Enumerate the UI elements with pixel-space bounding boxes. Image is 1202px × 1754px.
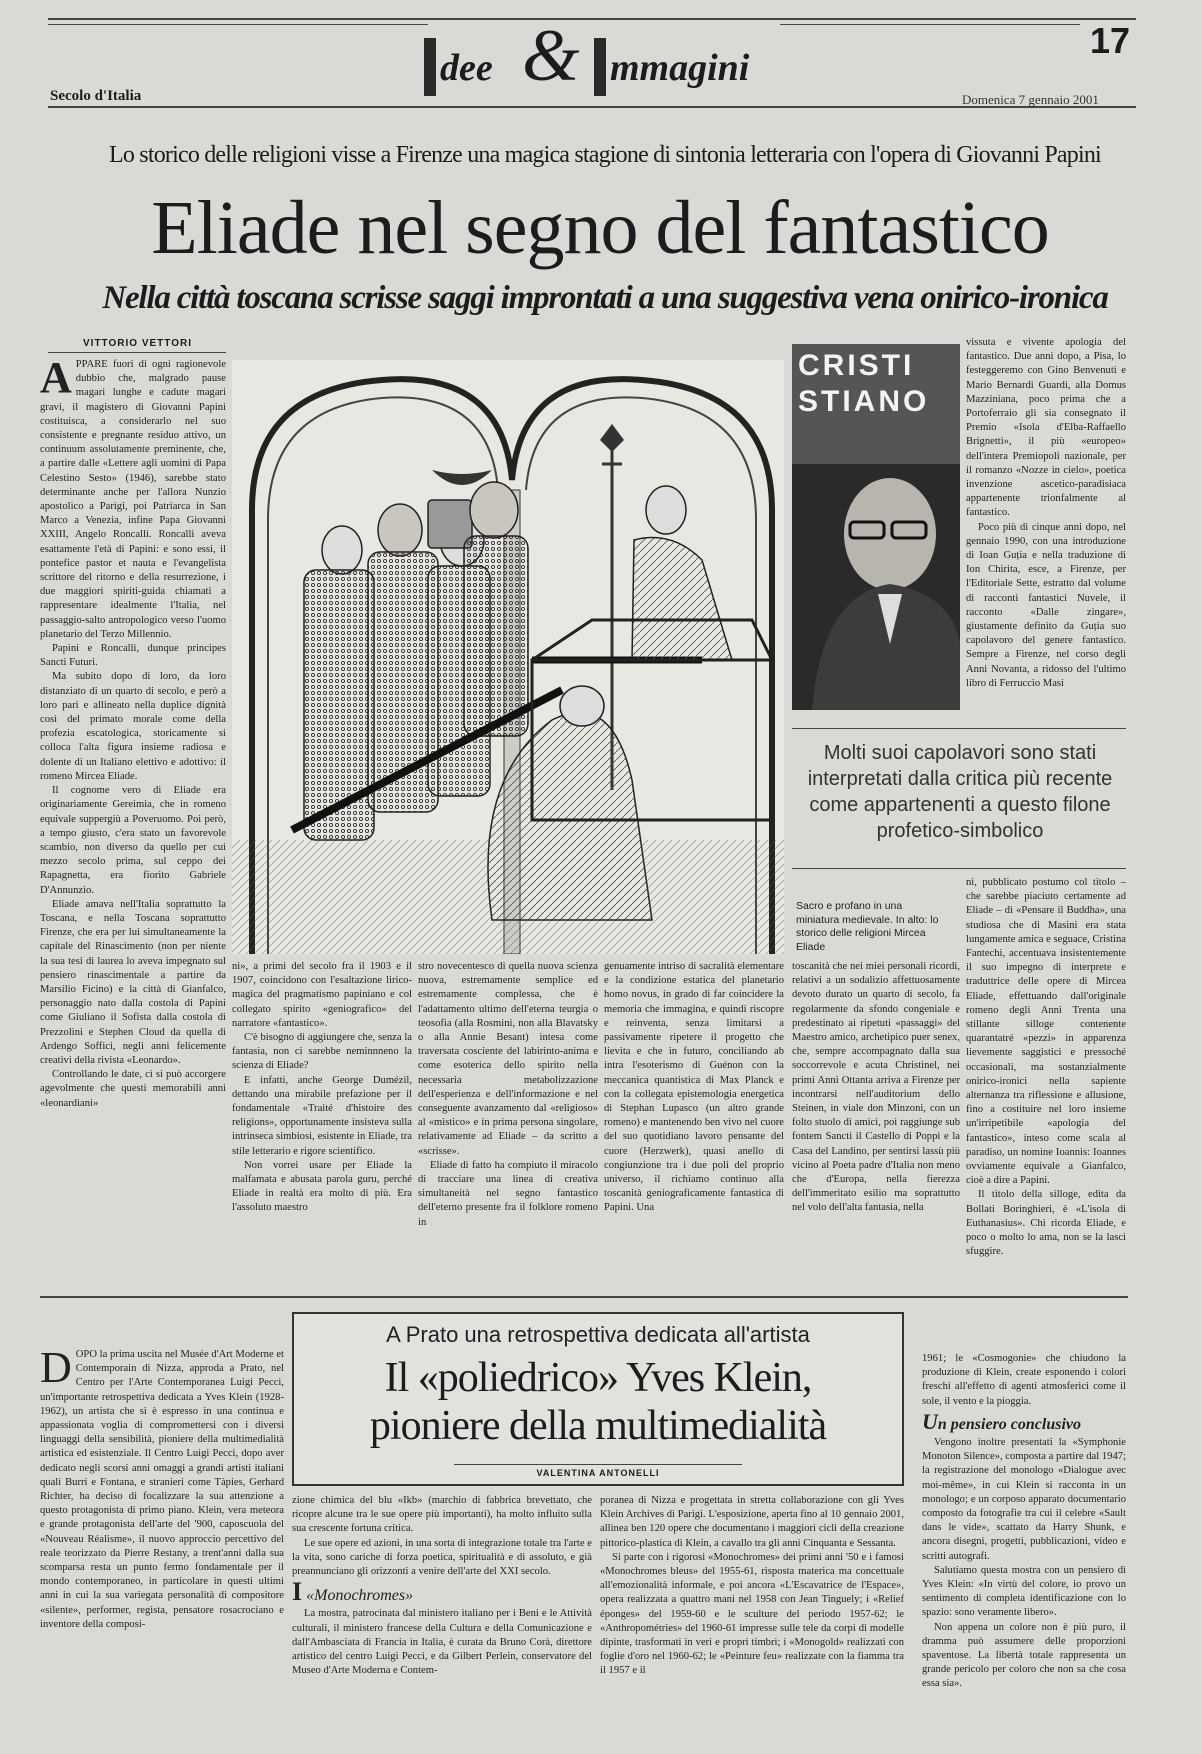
article-col-1 (40, 358, 226, 1230)
article-paragraph: La mostra, patrocinata dal ministero italiano per i Beni e le Attività culturali, il ministero francese della Cultura e della Comunicazione e dall'Ambasciata di Francia in Italia, è curata da Bruno Corà, direttore artistico del centro Luigi Pecci, e da Gilbert Perlein, conservatore del Museo d'Arte Moderna e Contem- (292, 1608, 592, 1677)
pullquote-rule-bottom (792, 868, 1126, 869)
section-title-part2: mmagini (610, 47, 750, 89)
article-paragraph: zione chimica del blu «Ikb» (marchio di fabbrica brevettato, che ricopre alcune tra le sue opere più importanti), ha molto influito sulla sua crescente fortuna critica. (292, 1495, 592, 1535)
article-paragraph: Non appena un colore non è più puro, il dramma può assumere delle proporzioni spaventose. La libertà totale rappresenta un grande pericolo per coloro che non sa che cosa essa sia». (922, 1621, 1126, 1690)
article-paragraph: Ma subito dopo di loro, da loro distanziato di un quarto di secolo, e però a loro pari e allineato nella duplice dignità così del primato morale come della profezia escatologica, storicamente si colloca l'alta figura insieme radiosa e dolente di un Italiano elettivo e adottivo: il romeno Mircea Eliade. (40, 671, 226, 782)
article-paragraph: E infatti, anche George Dumézil, dettando una mirabile prefazione per il fondamentale «Traité d'histoire des religions», opportunamente insisteva sulla intrinseca simbiosi, esistente in Eliade, tra stile letterario e rigore scientifico. (232, 1074, 412, 1157)
article-paragraph: OPO la prima uscita nel Musée d'Art Moderne et Contemporain di Nizza, approda a Prato, nel Centro per l'Arte Contemporanea Luigi Pecci, un'importante retrospettiva dedicata a Yves Klein (1928-1962), un artista che si è espresso in una continua e appassionata voglia di compromettersi con i diversi linguaggi della sensibilità, pioniere della multimedialità artistica ed esistenziale. Il Centro Luigi Pecci, dopo aver dedicato negli scorsi anni omaggi a grandi artisti italiani quali Burri e Fontana, e stranieri come Tàpies, Gerhard Richter, ha deciso di focalizzare la sua attenzione a questo protagonista di primo piano. Klein, vera meteora e grande protagonista dell'arte del '900, caposcuola del «Nouveau Réalisme», il nuovo approccio percettivo del reale teorizzato da Pierre Restany, a trent'anni dalla sua scomparsa resta un punto fermo fondamentale per il mondo contemporaneo, in particolare in questi ultimi anni in cui la sua variegata personalità di compositore «silente», performer, regista, pensatore rosacrociano e inventore della composi- (40, 1349, 284, 1630)
article-col-6-bottom (966, 876, 1126, 1288)
article-paragraph: Papini e Roncalli, dunque principes Sancti Futuri. (40, 643, 226, 669)
article2-divider (40, 1296, 1128, 1298)
article2-header-box (292, 1312, 904, 1486)
article2-col-2 (292, 1494, 592, 1750)
article2-subhead-conclusivo (922, 1408, 1126, 1434)
subhead-initial: I (292, 1577, 303, 1607)
article-paragraph: 1961; le «Cosmogonie» che chiudono la produzione di Klein, create esponendo i colori freschi all'effetto di agenti atmosferici come il sole, il vento e la pioggia. (922, 1353, 1126, 1407)
article-paragraph: poranea di Nizza e progettata in stretta collaborazione con gli Yves Klein Archives di Parigi. L'esposizione, aperta fino al 10 gennaio 2001, allinea ben 120 opere che documentano i maggiori cicli della creazione pittorico-plastica di Klein, a cavallo tra gli anni Cinquanta e Sessanta. (600, 1495, 904, 1549)
subhead-text: n pensiero conclusivo (937, 1415, 1082, 1433)
article-paragraph: Poco più di cinque anni dopo, nel gennaio 1990, con una introduzione di Ioan Guția e nella traduzione di Ion Chirita, esce, a Firenze, per l'Editoriale Sette, estratto dal volume di racconti fantastici Nuvele, il racconto «Dalle zingare», giustamente definito da Guția suo capolavoro del genere fantastico. Sempre a Firenze, nel corso degli Anni Novanta, a ridosso del l'ultimo libro di Ferruccio Masi (966, 521, 1126, 689)
article-paragraph: toscanità che nei miei personali ricordi, relativi a un sodalizio affettuosamente devoto durato un quarto di secolo, fa regolarmente da sfondo congeniale e predestinato ai ripetuti «passaggi» del Maestro amico, archetipico puer senex, che, sempre accompagnato dalla sua soccorrevole e acuta Christinel, nei primi Anni Ottanta arriva a Firenze per incontrarsi nell'auditorium dello Steinen, in viale don Minzoni, con un folto stuolo di amici, poi raggiunge sub fontem Sancti il Castello di Poppi e la Casa del Landino, per sentirsi lassù più vicino al Poeta padre d'Italia non meno che d'Europa, nella fierezza dell'immeritato esilio ma soprattutto nel volo dell'alta fantasia, nella (792, 961, 960, 1214)
article-paragraph: PPARE fuori di ogni ragionevole dubbio che, malgrado pause magari lunghe e cadute magari gravi, il magistero di Giovanni Papini costituisca, a considerarlo nel suo consistente e pregnante residuo attivo, un continuum assolutamente preminente, che, a partire dalle «Lettere agli uomini di Papa Celestino Sesto» (1946), sarebbe stato determinante anche per l'allora Nunzio apostolico a Parigi, poi Patriarca in San Marco a Venezia, infine Papa Giovanni XXIII, Angelo Roncalli. Roncalli aveva esattamente l'età di Papini: e sono essi, il pontefice pastor et nauta e l'evangelista scrittore del ritorno e della resurrezione, i due maggiori spiriti-guida chiamati a rappresentare idealmente l'Italia, nel passaggio-salto antropologico verso l'uomo planetario del Terzo Millennio. (40, 359, 226, 640)
article2-headline-line2: pioniere della multimedialità (369, 1403, 827, 1449)
article-paragraph: vissuta e vivente apologia del fantastico. Due anni dopo, a Pisa, lo festeggeremo con Gino Benvenuti e Mario Bernardi Guardi, alla Domus Mazziniana, poco prima che a Portoferraio gli sia consegnato il Premio «Isola d'Elba-Raffaello Brignetti», il più «europeo» dell'intera Premiopoli nazionale, per il romanzo «Nozze in cielo», poetica invenzione ascetico-paradisiaca appartenente trionfalmente al fantastico. (966, 337, 1126, 519)
page-number: 17 (1090, 20, 1131, 61)
section-title-part1: dee (440, 47, 493, 89)
article-paragraph: Le sue opere ed azioni, in una sorta di integrazione totale tra l'arte e la vita, sono cariche di forza poetica, spiritualità e di assoluto, e già preannunciano gli orizzonti a venire dell'arte del XXI secolo. (292, 1537, 592, 1578)
article-paragraph: Eliade di fatto ha compiuto il miracolo di tracciare una linea di creativa simultaneità nel segno fantastico dell'eterno presente fra il folklore romeno in (418, 1159, 598, 1228)
section-title-bar-left (424, 38, 436, 96)
article-paragraph: C'è bisogno di aggiungere che, senza la fantasia, non ci sarebbe neminnneno la scienza di Eliade? (232, 1032, 412, 1072)
top-rule-thin-left (48, 24, 428, 25)
medieval-miniature-image (232, 360, 784, 954)
article2-byline: VALENTINA ANTONELLI (536, 1468, 660, 1478)
top-rule-thin-right (780, 24, 1080, 25)
article-col-6-top (966, 336, 1126, 708)
image-caption: Sacro e profano in una miniatura medievale. In alto: lo storico delle religioni Mircea Eliade (796, 900, 939, 953)
article-col-4 (604, 960, 784, 1288)
article2-col-4 (922, 1352, 1126, 1748)
article2-byline-rule (454, 1464, 742, 1465)
article-paragraph: ni», a primi del secolo fra il 1903 e il 1907, coincidono con l'esaltazione lirico-magica del pragmatismo papiniano e col collegato spirito «geniografico» del narratore «fantastico». (232, 961, 412, 1029)
article2-headline-line1: Il «poliedrico» Yves Klein, (384, 1355, 812, 1401)
article2-subhead-monochromes (292, 1577, 592, 1607)
article-byline: VITTORIO VETTORI (83, 338, 192, 349)
pullquote-rule-top (792, 728, 1126, 729)
article-paragraph: Eliade amava nell'Italia soprattutto la Toscana, e nella Toscana soprattutto Firenze, che era per lui simultaneamente la capitale del Rinascimento (non per niente la sua tesi di laurea lo aveva impegnato sul pensiero rinascimentale a partire da Marsilio Ficino) e la città di Gianfalco, personaggio nato dalla costola di Papini come Giuliano il Sofista dalla costola di Prezzolini e Stephen Cloud da quella di Ardengo Soffici, negli anni felicemente creativi della rivista «Leonardo». (40, 898, 226, 1066)
article-paragraph: Non vorrei usare per Eliade la malfamata e abusata parola guru, perché Eliade in realtà era molto di più. Era l'assoluto maestro (232, 1159, 412, 1214)
newspaper-name: Secolo d'Italia (50, 88, 142, 104)
eliade-photo (792, 344, 960, 710)
section-title (418, 15, 798, 97)
article-headline: Eliade nel segno del fantastico (151, 186, 1049, 270)
article2-col-1 (40, 1348, 284, 1748)
article-paragraph: genuamente intriso di sacralità elementare e la condizione estatica del planetario homo novus, in grado di far coincidere la memoria che immagina, e quindi riscopre e reinventa, senza limitarsi a passivamente ripetere il progetto che lievita e che in futuro, conciliando ab intra l'esoterismo di Guénon con la meccanica quantistica di Max Planck e con la collegata epistemologia energetica di Stephan Lupasco (un altro grande romeno) e mantenendo ben vivo nel cuore del suo quotidiano lavoro pensante del cuore (Herzwerk), quasi anello di congiunzione tra i due poli del proprio universo, il richiamo continuo alla toscanità geniograficamente fantastica di Papini. Una (604, 961, 784, 1214)
section-title-amp: & (522, 15, 580, 97)
issue-date: Domenica 7 gennaio 2001 (962, 92, 1099, 107)
article-paragraph: ni, pubblicato postumo col titolo – che sarebbe piaciuto certamente ad Eliade – di «Pensare il Buddha», una studiosa che di Masini era stata lungamente amica e seguace, Cristina Fantechi, accentuava insistentemente il suo impegno di interprete e traduttrice delle opere di Mircea Eliade, effettuando dall'originale romeno degli Anni Trenta una stillante silloge contenente quarantatré «pezzi» in apparenza lievemente saggistici e pressoché occasionali, ma sostanzialmente onirico-ironici nella sapiente alternanza tra riflessione e allusione, fino a costituire nel loro insieme un'irripetibile «apologia del fantastico», inteso come scala al paradiso, un nomine Ioannis: Ioannes ovviamente equivale a Gianfalco, cioè a dire a Papini. (966, 877, 1126, 1187)
article-paragraph: Salutiamo questa mostra con un pensiero di Yves Klein: «In virtù del colore, io provo un sentimento di completa identificazione con lo spazio: sono veramente libero». (922, 1564, 1126, 1619)
article-paragraph: Controllando le date, ci si può accorgere agevolmente che questi memorabili anni «leonardiani» (40, 1069, 226, 1109)
section-title-bar-right (594, 38, 606, 96)
subhead-initial: U (922, 1408, 938, 1434)
article2-kicker: A Prato una retrospettiva dedicata all'artista (386, 1322, 810, 1347)
article2-col-3 (600, 1494, 904, 1750)
article-paragraph: Il cognome vero di Eliade era originariamente Gereimia, che in romeno equivale suppergiù a Poveruomo. Poi però, a tempo giusto, c'era stato un favorevole scambio, non diverso da quello per cui mezzo secolo prima, sul ceppo dei Rapagnetta, era fiorito Gabriele D'Annunzio. (40, 785, 226, 896)
article-paragraph: stro novecentesco di quella nuova scienza nuova, estremamente semplice ed estremamente complessa, che è l'adattamento ultimo dell'eterna teurgia o teosofia (alla Rosmini, non alla Blavatsky o alla Annie Besant) intesa come traversata cosciente del labirinto-anima e come esoterica dello spirito nella necessaria metabolizzazione dell'esperienza e dell'informazione e nel conseguente avanzamento dal «religioso» al «mistico» e in prima persona singolare, relativamente ad Eliade – da scritto a «scrisse». (418, 961, 598, 1157)
drop-cap: A (40, 358, 72, 402)
article-paragraph: Il titolo della silloge, edita da Bollati Boringhieri, è «L'isola di Euthanasius». Chi ricorda Eliade, e poco o molto lo ama, non se la lasci sfuggire. (966, 1189, 1126, 1258)
article2-drop-cap: D (40, 1348, 72, 1392)
article-col-2 (232, 960, 412, 1288)
photo-sign-text: CRISTI STIANO (798, 349, 930, 418)
article-paragraph: Vengono inoltre presentati la «Symphonie Monoton Silence», composta a partire dal 1947; la registrazione del monologo «Dialogue avec moi-même», in cui Klein si racconta in un monologo; e un corposo apparato documentario composto da fotografie tra cui il celebre «Sault dans le vide», scattato da Harry Shunk, e ancora disegni, progetti, pubblicazioni, video e scritti autografi. (922, 1437, 1126, 1562)
article-col-3 (418, 960, 598, 1288)
byline-rule (48, 352, 226, 353)
subhead-text: «Monochromes» (306, 1587, 414, 1605)
article-col-5 (792, 960, 960, 1288)
article-paragraph: Si parte con i rigorosi «Monochromes» dei primi anni '50 e i famosi «Monochromes bleus» del 1955-61, risposta materica ma concettuale all'emozionalità informale, e poi ancora «L'Escavatrice de l'Espace», opera realizzata a quattro mani nel 1958 con Jean Tinguely; i «Relief éponges» del 1959-60 e le sculture del periodo 1957-62; le «Anthropométries» del 1960-61 impresse sulle tele da corpi di modelle dipinte, trasformati in veri e propri timbri; i «Monogold» realizzati con foglie d'oro nel 1960-62; le «Peinture feu» realizzate con la fiamma tra il 1957 e il (600, 1551, 904, 1677)
pullquote: Molti suoi capolavori sono stati interpretati dalla critica più recente come appartenenti a questo filone profetico-simbolico (807, 742, 1113, 842)
miniature-svg (232, 360, 784, 954)
article-subheadline: Nella città toscana scrisse saggi improntati a una suggestiva vena onirico-ironica (102, 280, 1108, 316)
article-kicker: Lo storico delle religioni visse a Firenze una magica stagione di sintonia letteraria con l'opera di Giovanni Papini (109, 142, 1101, 168)
